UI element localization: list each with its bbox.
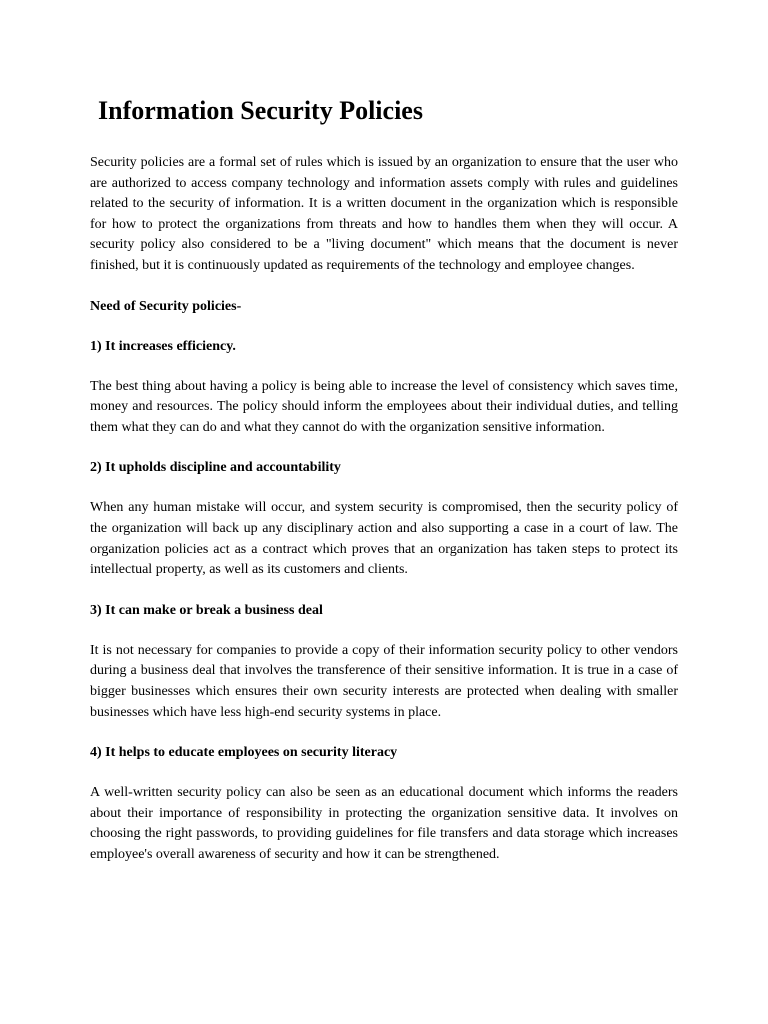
- section-1-heading: 1) It increases efficiency.: [90, 338, 236, 354]
- section-1-paragraph: The best thing about having a policy is being able to increase the level of consistency which saves time, money and resources. The policy should inform the employees about their individual duties, and telling them what they can do and what they cannot do with the organization sensitive information.: [90, 378, 678, 435]
- section-2-paragraph: When any human mistake will occur, and system security is compromised, then the security policy of the organization will back up any disciplinary action and also supporting a case in a court of law. The organization policies act as a contract which proves that an organization has taken steps to protect its intellectual property, as well as its customers and clients.: [90, 500, 678, 578]
- document-title: Information Security Policies: [98, 96, 423, 125]
- section-3-heading: 3) It can make or break a business deal: [90, 602, 323, 618]
- section-3-paragraph: It is not necessary for companies to provide a copy of their information security policy to other vendors during a business deal that involves the transference of their sensitive information. It is true in a case of bigger businesses which ensures their own security interests are protected when dealing with smaller businesses which have less high-end security systems in place.: [90, 642, 678, 720]
- section-4-paragraph: A well-written security policy can also be seen as an educational document which informs the readers about their importance of responsibility in protecting the organization sensitive data. It involves on choosing the right passwords, to providing guidelines for file transfers and data storage which increases employee's overall awareness of security and how it can be strengthened.: [90, 785, 678, 862]
- section-4-heading: 4) It helps to educate employees on security literacy: [90, 745, 398, 761]
- document-body: [90, 94, 678, 885]
- intro-paragraph: Security policies are a formal set of rules which is issued by an organization to ensure that the user who are authorized to access company technology and information assets comply with rules and guidelines related to the security of information. It is a written document in the organization which is responsible for how to protect the organizations from threats and how to handles them when they will occur. A security policy also considered to be a "living document" which means that the document is never finished, but it is continuously updated as requirements of the technology and employee changes.: [90, 155, 678, 273]
- need-heading: Need of Security policies-: [90, 298, 242, 314]
- section-2-heading: 2) It upholds discipline and accountability: [90, 460, 341, 476]
